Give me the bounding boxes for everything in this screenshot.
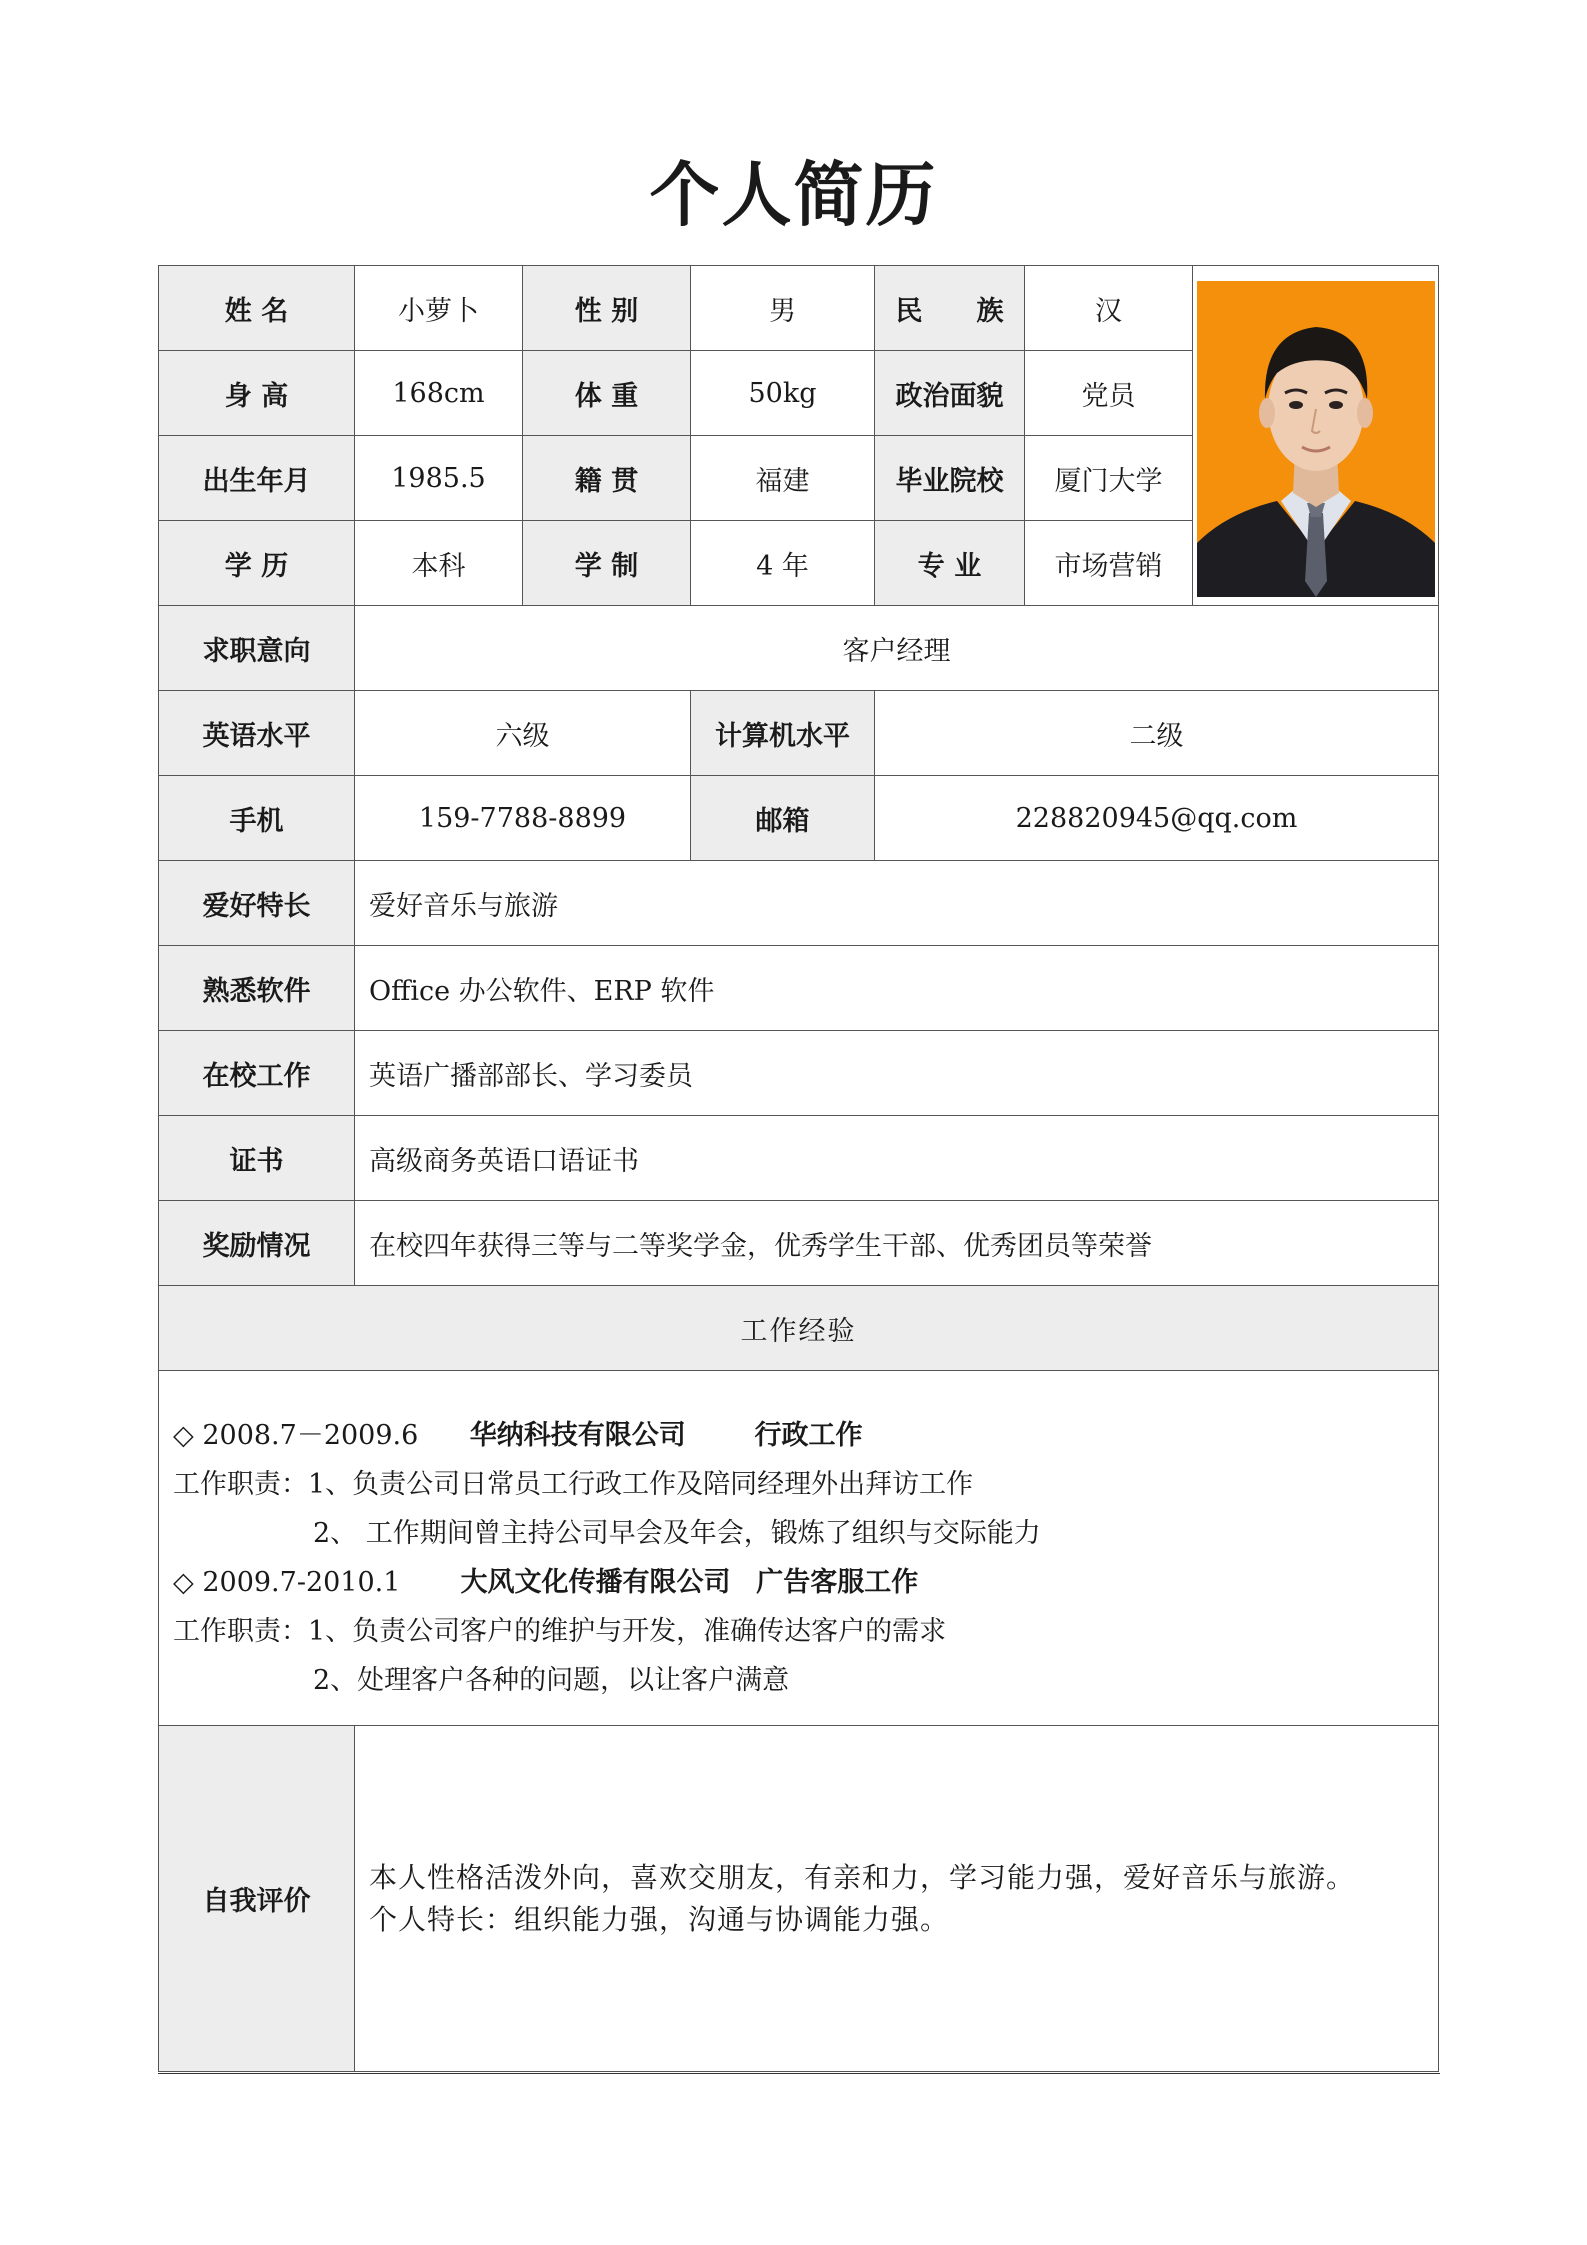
- height-value: 168cm: [355, 351, 523, 436]
- job-1-role: 行政工作: [754, 1420, 863, 1451]
- self-eval-label: 自我评价: [159, 1726, 355, 2072]
- email-value: 228820945@qq.com: [875, 776, 1439, 861]
- ethnicity-label: 民 族: [875, 266, 1025, 351]
- hobby-value: 爱好音乐与旅游: [355, 861, 1439, 946]
- origin-value: 福建: [691, 436, 875, 521]
- major-label: 专 业: [875, 521, 1025, 606]
- politics-label: 政治面貌: [875, 351, 1025, 436]
- row-contact: [159, 776, 1439, 861]
- english-label: 英语水平: [159, 691, 355, 776]
- name-label: 姓 名: [159, 266, 355, 351]
- cert-label: 证书: [159, 1116, 355, 1201]
- height-label: 身 高: [159, 351, 355, 436]
- job-1-duty-1: [173, 1460, 1424, 1509]
- job-2-duty-2: 2、处理客户各种的问题，以让客户满意: [313, 1665, 790, 1696]
- campus-value: 英语广播部部长、学习委员: [355, 1031, 1439, 1116]
- row-skills: [159, 691, 1439, 776]
- birth-value: 1985.5: [355, 436, 523, 521]
- resume-table: [158, 265, 1439, 2072]
- row-awards: [159, 1201, 1439, 1286]
- job-2-company: 大风文化传播有限公司: [460, 1567, 731, 1598]
- job-1-duty-1-text: 1、负责公司日常员工行政工作及陪同经理外出拜访工作: [308, 1469, 974, 1500]
- photo-cell: [1193, 266, 1439, 606]
- job-1-duty-2: 2、 工作期间曾主持公司早会及年会，锻炼了组织与交际能力: [313, 1518, 1041, 1549]
- job-2-duty-1-text: 1、负责公司客户的维护与开发，准确传达客户的需求: [308, 1616, 947, 1647]
- school-label: 毕业院校: [875, 436, 1025, 521]
- awards-value: 在校四年获得三等与二等奖学金，优秀学生干部、优秀团员等荣誉: [355, 1201, 1439, 1286]
- self-eval-content: [355, 1726, 1439, 2072]
- job-2-heading: [173, 1558, 1424, 1607]
- gender-label: 性 别: [523, 266, 691, 351]
- school-value: 厦门大学: [1025, 436, 1193, 521]
- computer-value: 二级: [875, 691, 1439, 776]
- awards-label: 奖励情况: [159, 1201, 355, 1286]
- row-work-header: [159, 1286, 1439, 1371]
- weight-value: 50kg: [691, 351, 875, 436]
- birth-label: 出生年月: [159, 436, 355, 521]
- row-cert: [159, 1116, 1439, 1201]
- self-eval-line-1: 本人性格活泼外向，喜欢交朋友，有亲和力，学习能力强，爱好音乐与旅游。: [369, 1860, 1356, 1894]
- english-value: 六级: [355, 691, 691, 776]
- row-software: [159, 946, 1439, 1031]
- row-campus: [159, 1031, 1439, 1116]
- hobby-label: 爱好特长: [159, 861, 355, 946]
- self-eval-line-2: 个人特长：组织能力强，沟通与协调能力强。: [369, 1902, 950, 1936]
- job-1-company: 华纳科技有限公司: [469, 1420, 686, 1451]
- campus-label: 在校工作: [159, 1031, 355, 1116]
- job-1-heading: [173, 1411, 1424, 1460]
- major-value: 市场营销: [1025, 521, 1193, 606]
- row-name: [159, 266, 1439, 351]
- job-1-duties-prefix: 工作职责：: [173, 1469, 308, 1500]
- email-label: 邮箱: [691, 776, 875, 861]
- ethnicity-value: 汉: [1025, 266, 1193, 351]
- intent-value: 客户经理: [355, 606, 1439, 691]
- software-label: 熟悉软件: [159, 946, 355, 1031]
- job-1-period: ◇ 2008.7－2009.6: [173, 1420, 419, 1451]
- job-2-duty-1: [173, 1607, 1424, 1656]
- job-2-role: 广告客服工作: [756, 1567, 919, 1598]
- row-work: [159, 1371, 1439, 1726]
- software-value: Office 办公软件、ERP 软件: [355, 946, 1439, 1031]
- cert-value: 高级商务英语口语证书: [355, 1116, 1439, 1201]
- education-label: 学 历: [159, 521, 355, 606]
- name-value: 小萝卜: [355, 266, 523, 351]
- weight-label: 体 重: [523, 351, 691, 436]
- gender-value: 男: [691, 266, 875, 351]
- origin-label: 籍 贯: [523, 436, 691, 521]
- profile-photo: [1197, 281, 1435, 597]
- intent-label: 求职意向: [159, 606, 355, 691]
- job-2-duties-prefix: 工作职责：: [173, 1616, 308, 1647]
- politics-value: 党员: [1025, 351, 1193, 436]
- phone-value: 159-7788-8899: [355, 776, 691, 861]
- page-title: 个人简历: [649, 153, 938, 236]
- education-value: 本科: [355, 521, 523, 606]
- job-2-period: ◇ 2009.7-2010.1: [173, 1567, 401, 1598]
- duration-label: 学 制: [523, 521, 691, 606]
- computer-label: 计算机水平: [691, 691, 875, 776]
- work-experience: [159, 1371, 1439, 1726]
- row-hobby: [159, 861, 1439, 946]
- phone-label: 手机: [159, 776, 355, 861]
- row-self-eval: [159, 1726, 1439, 2072]
- work-section-header: 工作经验: [159, 1286, 1439, 1371]
- bottom-double-rule: [158, 2073, 1440, 2074]
- duration-value: 4 年: [691, 521, 875, 606]
- row-intent: [159, 606, 1439, 691]
